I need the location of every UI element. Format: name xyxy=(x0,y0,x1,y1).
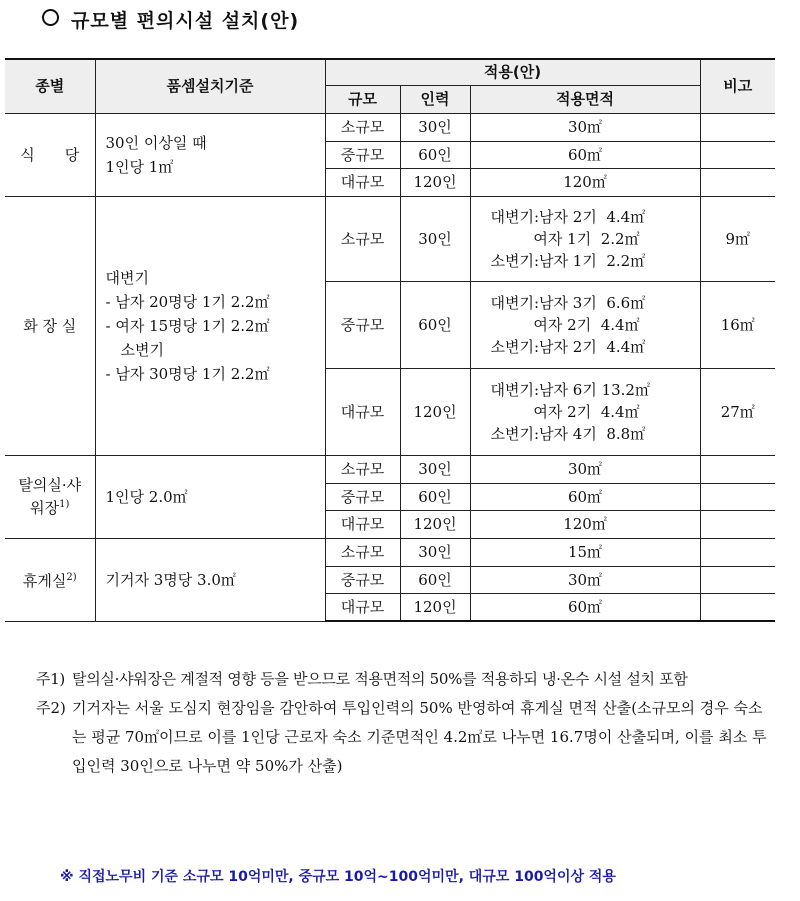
area-cell xyxy=(470,510,700,538)
note-cell xyxy=(700,455,775,483)
standard-line: 소변기 xyxy=(105,340,164,359)
area-cell xyxy=(470,483,700,510)
people-cell: 30인 xyxy=(400,538,470,566)
area-cell xyxy=(470,538,700,566)
area-cell xyxy=(470,196,700,281)
note-2 xyxy=(36,694,776,781)
title-text: 규모별 편의시설 설치(안) xyxy=(71,10,300,32)
kind-label: 휴게실 xyxy=(22,572,67,590)
area-cell xyxy=(470,113,700,141)
standard-cell xyxy=(95,196,325,455)
note-cell xyxy=(700,141,775,168)
scale-cell: 대규모 xyxy=(325,368,400,455)
header-scale: 규모 xyxy=(325,85,400,113)
header-apply: 적용(안) xyxy=(325,59,700,85)
area-line: 대변기:남자 6기 13.2㎡ xyxy=(490,380,650,399)
standard-cell xyxy=(95,538,325,621)
area-line: 소변기:남자 2기 4.4㎡ xyxy=(490,337,646,356)
standard-line: 기거자 3명당 3.0㎡ xyxy=(105,570,236,589)
table-row xyxy=(5,196,775,281)
scale-cell: 소규모 xyxy=(325,538,400,566)
circle-bullet-icon xyxy=(42,9,59,26)
people-cell: 60인 xyxy=(400,566,470,593)
people-cell: 120인 xyxy=(400,593,470,621)
page-title xyxy=(42,6,299,33)
kind-cell xyxy=(5,538,95,621)
scale-cell: 중규모 xyxy=(325,483,400,510)
scale-cell: 소규모 xyxy=(325,113,400,141)
area-line: 15㎡ xyxy=(567,543,603,561)
kind-label: 화 장 실 xyxy=(23,316,77,335)
header-kind: 종별 xyxy=(5,59,95,113)
area-cell xyxy=(470,455,700,483)
area-line: 120㎡ xyxy=(563,173,607,191)
standard-line: - 여자 15명당 1기 2.2㎡ xyxy=(105,316,270,335)
area-cell xyxy=(470,368,700,455)
scale-cell: 중규모 xyxy=(325,566,400,593)
note-cell xyxy=(700,113,775,141)
people-cell: 30인 xyxy=(400,113,470,141)
area-line: 60㎡ xyxy=(567,597,603,616)
note-cell xyxy=(700,168,775,196)
area-line: 30㎡ xyxy=(567,570,603,589)
standard-cell xyxy=(95,455,325,538)
note-cell xyxy=(700,566,775,593)
scale-cell: 대규모 xyxy=(325,168,400,196)
people-cell: 120인 xyxy=(400,168,470,196)
area-line: 여자 2기 4.4㎡ xyxy=(490,315,640,334)
area-cell xyxy=(470,168,700,196)
scale-cell: 중규모 xyxy=(325,281,400,368)
table-body xyxy=(5,113,775,621)
area-line: 여자 1기 2.2㎡ xyxy=(490,229,640,248)
kind-label: 식 당 xyxy=(20,145,80,164)
area-line: 30㎡ xyxy=(567,118,603,136)
area-line: 30㎡ xyxy=(567,460,603,478)
scale-cell: 대규모 xyxy=(325,593,400,621)
area-line: 대변기:남자 3기 6.6㎡ xyxy=(490,293,646,312)
note-cell: 16㎡ xyxy=(700,281,775,368)
scale-cell: 소규모 xyxy=(325,455,400,483)
kind-cell xyxy=(5,455,95,538)
note-cell: 27㎡ xyxy=(700,368,775,455)
facility-table xyxy=(5,58,775,622)
table-row xyxy=(5,538,775,566)
kind-cell xyxy=(5,196,95,455)
note-cell xyxy=(700,593,775,621)
note-cell xyxy=(700,483,775,510)
people-cell: 60인 xyxy=(400,141,470,168)
standard-line: 1인당 1㎡ xyxy=(105,157,174,176)
area-line: 120㎡ xyxy=(563,515,607,533)
standard-line: 30인 이상일 때 xyxy=(105,133,207,152)
standard-line: 1인당 2.0㎡ xyxy=(105,487,188,506)
area-line: 대변기:남자 2기 4.4㎡ xyxy=(490,207,646,226)
people-cell: 120인 xyxy=(400,368,470,455)
table-row xyxy=(5,455,775,483)
table-row xyxy=(5,113,775,141)
note-text: 기거자는 서울 도심지 현장임을 감안하여 투입인력의 50% 반영하여 휴게실 면적 산출(소규모의 경우 숙소는 평균 70㎡이므로 이를 1인당 근로자 숙소 기준면적인 4.2㎡로 나누면 16.7명이 산출되며, 이를 최소 투입인력 30인으로 나누면 약 50%가 산출) xyxy=(72,699,767,775)
people-cell: 60인 xyxy=(400,281,470,368)
scale-cell: 대규모 xyxy=(325,510,400,538)
area-cell xyxy=(470,141,700,168)
standard-cell xyxy=(95,113,325,196)
people-cell: 120인 xyxy=(400,510,470,538)
note-cell xyxy=(700,538,775,566)
area-line: 소변기:남자 4기 8.8㎡ xyxy=(490,424,646,443)
scale-cell: 중규모 xyxy=(325,141,400,168)
area-line: 여자 2기 4.4㎡ xyxy=(490,402,640,421)
standard-line: 대변기 xyxy=(105,268,149,287)
header-standard: 품셈설치기준 xyxy=(95,59,325,113)
note-label: 주1) xyxy=(36,670,65,688)
people-cell: 30인 xyxy=(400,455,470,483)
scale-cell: 소규모 xyxy=(325,196,400,281)
kind-footnote-mark: 1) xyxy=(59,499,70,510)
area-line: 60㎡ xyxy=(567,145,603,164)
header-area: 적용면적 xyxy=(470,85,700,113)
area-line: 소변기:남자 1기 2.2㎡ xyxy=(490,251,646,270)
kind-cell xyxy=(5,113,95,196)
note-cell: 9㎡ xyxy=(700,196,775,281)
people-cell: 60인 xyxy=(400,483,470,510)
note-text: 탈의실·샤워장은 계절적 영향 등을 받으므로 적용면적의 50%를 적용하되 냉·온수 시설 설치 포함 xyxy=(72,670,688,688)
header-people: 인력 xyxy=(400,85,470,113)
people-cell: 30인 xyxy=(400,196,470,281)
kind-footnote-mark: 2) xyxy=(66,572,77,583)
area-cell xyxy=(470,566,700,593)
remark: ※ 직접노무비 기준 소규모 10억미만, 중규모 10억~100억미만, 대규모 100억이상 적용 xyxy=(60,869,616,885)
note-1 xyxy=(36,665,776,694)
notes xyxy=(36,665,776,781)
header-note: 비고 xyxy=(700,59,775,113)
kind-label: 탈의실·샤워장 xyxy=(18,476,82,517)
area-cell xyxy=(470,593,700,621)
area-line: 60㎡ xyxy=(567,487,603,506)
area-cell xyxy=(470,281,700,368)
note-cell xyxy=(700,510,775,538)
standard-line: - 남자 20명당 1기 2.2㎡ xyxy=(105,292,270,311)
note-label: 주2) xyxy=(36,699,66,717)
standard-line: - 남자 30명당 1기 2.2㎡ xyxy=(105,364,270,383)
